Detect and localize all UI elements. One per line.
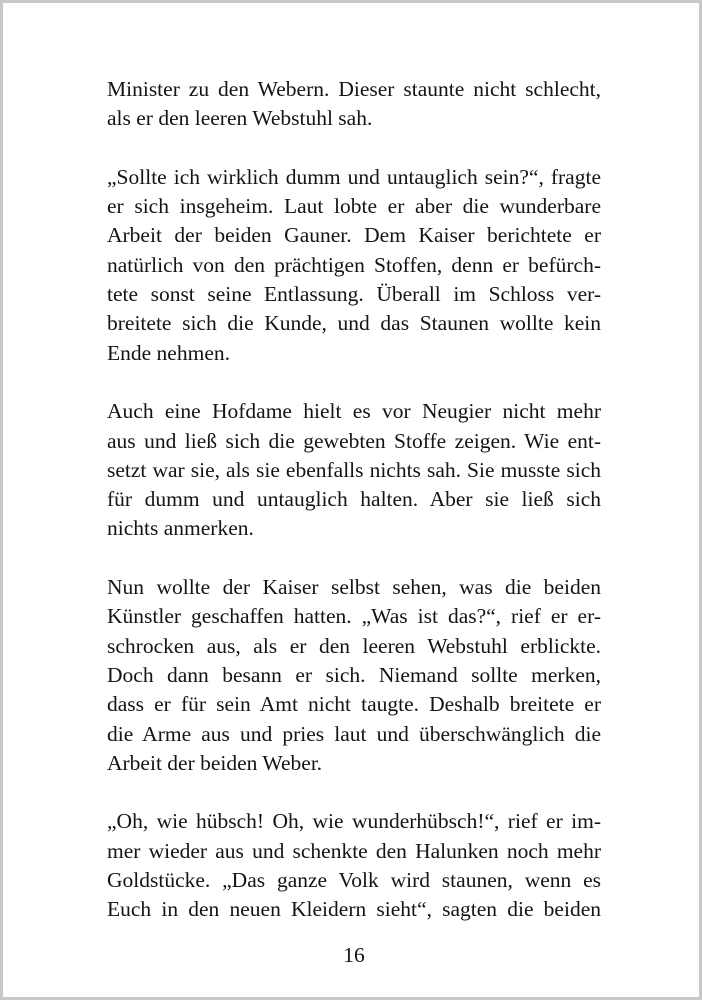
text-line: Künstler geschaffen hatten. „Was ist das?“, rief er er- xyxy=(107,604,601,629)
text-line: Goldstücke. „Das ganze Volk wird staunen, wenn es xyxy=(107,868,601,893)
text-line: Auch eine Hofdame hielt es vor Neugier nicht mehr xyxy=(107,399,601,424)
paragraph-4 xyxy=(107,573,601,778)
text-line: natürlich von den prächtigen Stoffen, denn er befürch- xyxy=(107,252,601,277)
text-line: schrocken aus, als er den leeren Webstuhl erblickte. xyxy=(107,633,601,658)
text-line: tete sonst seine Entlassung. Überall im Schloss ver- xyxy=(107,282,601,307)
text-line: für dumm und untauglich halten. Aber sie ließ sich xyxy=(107,487,601,512)
text-line: aus und ließ sich die gewebten Stoffe zeigen. Wie ent- xyxy=(107,428,601,453)
text-line: „Sollte ich wirklich dumm und untauglich sein?“, fragte xyxy=(107,164,601,189)
paragraph-2 xyxy=(107,163,601,368)
text-line: mer wieder aus und schenkte den Halunken noch mehr xyxy=(107,838,601,863)
paragraph-5 xyxy=(107,807,601,924)
text-line: Minister zu den Webern. Dieser staunte nicht schlecht, xyxy=(107,77,601,101)
text-line: Ende nehmen. xyxy=(107,340,230,365)
text-line: Doch dann besann er sich. Niemand sollte merken, xyxy=(107,662,601,687)
text-line: nichts anmerken. xyxy=(107,516,254,541)
body-text xyxy=(107,75,601,954)
page-number: 16 xyxy=(343,943,365,967)
paragraph-1 xyxy=(107,75,601,134)
text-line: „Oh, wie hübsch! Oh, wie wunderhübsch!“, rief er im- xyxy=(107,809,601,834)
text-line: er sich insgeheim. Laut lobte er aber die wunderbare xyxy=(107,194,601,219)
paragraph-3 xyxy=(107,397,601,543)
text-line: Arbeit der beiden Weber. xyxy=(107,750,323,775)
text-line: dass er für sein Amt nicht taugte. Deshalb breitete er xyxy=(107,692,601,717)
text-line: Nun wollte der Kaiser selbst sehen, was die beiden xyxy=(107,575,601,600)
text-line: Arbeit der beiden Gauner. Dem Kaiser berichtete er xyxy=(107,223,601,248)
text-line: setzt war sie, als sie ebenfalls nichts sah. Sie musste sich xyxy=(107,457,601,482)
text-line: breitete sich die Kunde, und das Staunen wollte kein xyxy=(107,311,601,336)
text-line: die Arme aus und pries laut und überschwänglich die xyxy=(107,721,601,746)
text-line: Euch in den neuen Kleidern sieht“, sagten die beiden xyxy=(107,897,601,922)
text-line: als er den leeren Webstuhl sah. xyxy=(107,106,373,131)
